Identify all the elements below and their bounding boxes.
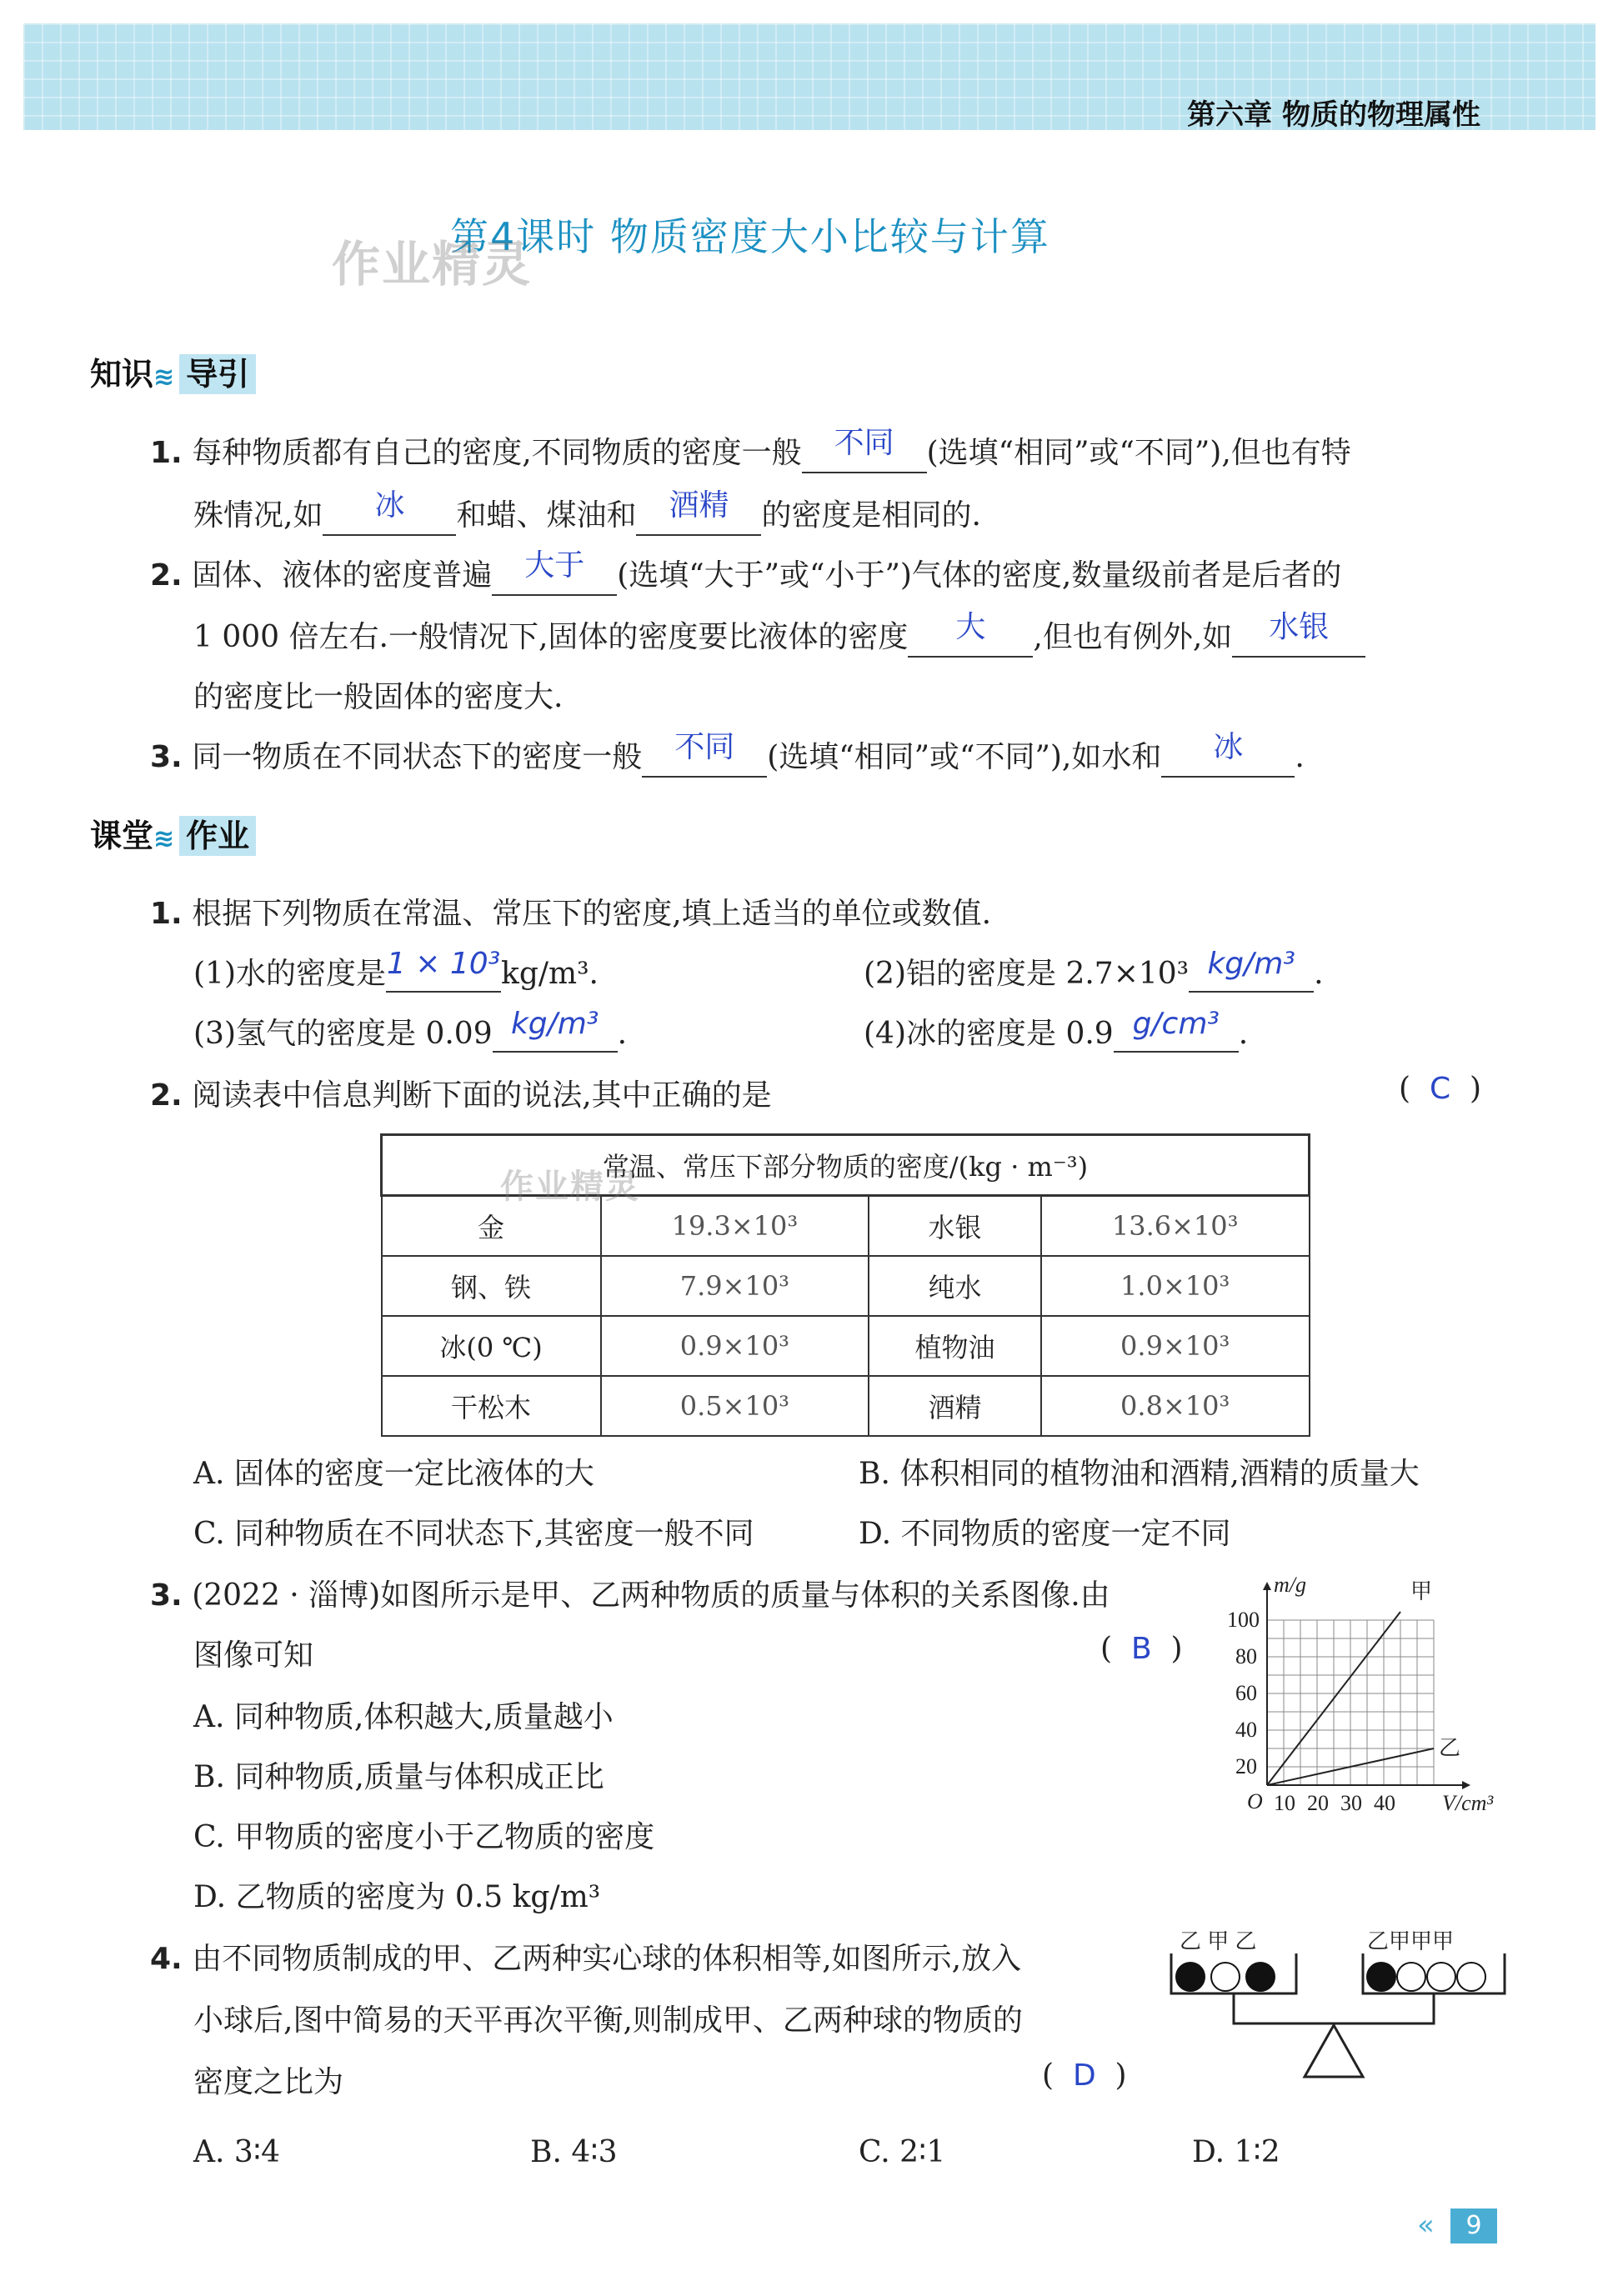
chapter-title: 第六章 物质的物理属性 (1187, 98, 1480, 132)
page-arrows-icon: « (1417, 2208, 1435, 2242)
cw-q2-stem: 2. 阅读表中信息判断下面的说法,其中正确的是 (150, 1078, 772, 1113)
y-tick: 80 (1235, 1644, 1257, 1668)
cw-q2-option-b: B. 体积相同的植物油和酒精,酒精的质量大 (859, 1457, 1420, 1491)
x-tick: 20 (1307, 1791, 1329, 1815)
page-number: 9 (1450, 2208, 1497, 2243)
y-tick: 100 (1227, 1608, 1260, 1632)
cw-q2-answer: ( C ) (1399, 1072, 1482, 1106)
left-ball-labels: 乙 甲 乙 (1180, 1928, 1257, 1953)
blank: 冰 (1161, 733, 1295, 778)
blank: kg/m³ (493, 1017, 618, 1053)
x-tick: 30 (1340, 1791, 1362, 1815)
table-row: 金 19.3×10³ 水银 13.6×10³ (382, 1196, 1310, 1257)
ball-jia (1211, 1963, 1240, 1991)
table-row: 钢、铁 7.9×10³ 纯水 1.0×10³ (382, 1256, 1310, 1316)
x-tick: 40 (1374, 1791, 1395, 1815)
x-axis-label: V/cm³ (1442, 1791, 1494, 1815)
cw-q4-stem1: 4. 由不同物质制成的甲、乙两种实心球的体积相等,如图所示,放入 (150, 1942, 1022, 1976)
blank: 大于 (492, 552, 617, 596)
guide-q3-line1: 3. 同一物质在不同状态下的密度一般 不同 (选填“相同”或“不同”),如水和 冰 . (150, 733, 1305, 778)
fulcrum (1305, 2025, 1363, 2077)
blank: kg/m³ (1189, 957, 1314, 993)
cw-q3-stem2: 图像可知 (193, 1638, 314, 1673)
ball-jia (1427, 1963, 1455, 1991)
y-tick: 60 (1235, 1681, 1257, 1705)
watermark: 作业精灵 (500, 1168, 640, 1206)
cw-q4-stem3: 密度之比为 (193, 2065, 344, 2099)
cw-q3-option-a: A. 同种物质,体积越大,质量越小 (193, 1700, 614, 1734)
series-label-yi: 乙 (1439, 1736, 1461, 1760)
blank: 不同 (642, 733, 767, 778)
table-row: 干松木 0.5×10³ 酒精 0.8×10³ (382, 1376, 1310, 1436)
wave-icon: ≋ (153, 363, 175, 392)
section-guide: 知识≋ 导引 (90, 348, 256, 394)
cw-q3-answer: ( B ) (1100, 1632, 1183, 1666)
cw-q4-option-c: C. 2∶1 (859, 2135, 946, 2169)
guide-q2-line3: 的密度比一般固体的密度大. (193, 680, 564, 714)
cw-q3-option-b: B. 同种物质,质量与体积成正比 (193, 1760, 604, 1794)
cw-q1-stem: 1. 根据下列物质在常温、常压下的密度,填上适当的单位或数值. (150, 897, 992, 931)
mass-volume-graph (1217, 1573, 1517, 1832)
guide-q1-line1: 1. 每种物质都有自己的密度,不同物质的密度一般 不同 (选填“相同”或“不同”),但也有特 (150, 429, 1351, 473)
ball-jia (1457, 1963, 1485, 1991)
blank: g/cm³ (1114, 1017, 1239, 1053)
blank: 不同 (802, 429, 927, 473)
blank: 酒精 (636, 492, 761, 536)
ball-jia (1397, 1963, 1425, 1991)
blank: 大 (908, 613, 1033, 658)
cw-q4-answer: ( D ) (1042, 2058, 1127, 2093)
cw-q2-option-c: C. 同种物质在不同状态下,其密度一般不同 (193, 1517, 754, 1551)
cw-q3-stem1: 3. (2022 · 淄博)如图所示是甲、乙两种物质的质量与体积的关系图像.由 (150, 1578, 1110, 1613)
ball-yi (1176, 1963, 1205, 1991)
lesson-title: 第4课时 物质密度大小比较与计算 (450, 214, 1050, 259)
cw-q3-option-c: C. 甲物质的密度小于乙物质的密度 (193, 1820, 655, 1854)
guide-q2-line2: 1 000 倍左右.一般情况下,固体的密度要比液体的密度 大 ,但也有例外,如 水银 (193, 613, 1365, 658)
series-label-jia: 甲 (1410, 1579, 1433, 1603)
y-tick: 40 (1235, 1718, 1257, 1742)
cw-q2-option-a: A. 固体的密度一定比液体的大 (193, 1457, 594, 1491)
watermark: 作业精灵 (332, 236, 533, 293)
blank: 1 × 10³ (386, 957, 501, 993)
cw-q4-option-b: B. 4∶3 (530, 2135, 618, 2169)
wave-icon: ≋ (153, 824, 175, 853)
cw-q1-p2: (2)铝的密度是 2.7×10³ kg/m³ . (864, 947, 1324, 991)
table-row: 冰(0 ℃) 0.9×10³ 植物油 0.9×10³ (382, 1316, 1310, 1376)
blank: 水银 (1232, 613, 1365, 658)
x-tick: 10 (1274, 1791, 1295, 1815)
guide-q1-line2: 殊情况,如 冰 和蜡、煤油和 酒精 的密度是相同的. (193, 492, 981, 536)
cw-q1-p1: (1)水的密度是1 × 10³kg/m³. (193, 947, 599, 991)
table-caption: 常温、常压下部分物质的密度/(kg · m⁻³) (382, 1135, 1310, 1196)
cw-q4-option-d: D. 1∶2 (1192, 2135, 1280, 2169)
right-ball-labels: 乙甲甲甲 (1367, 1928, 1455, 1953)
balance-diagram (1163, 1925, 1513, 2092)
cw-q1-p3: (3)氢气的密度是 0.09 kg/m³ . (193, 1007, 628, 1051)
y-axis-label: m/g (1274, 1573, 1306, 1597)
origin-label: O (1247, 1789, 1263, 1813)
ball-yi (1367, 1963, 1395, 1991)
section-classwork: 课堂≋ 作业 (90, 810, 256, 856)
y-tick: 20 (1235, 1754, 1257, 1778)
cw-q4-stem2: 小球后,图中简易的天平再次平衡,则制成甲、乙两种球的物质的 (193, 2003, 1023, 2038)
ball-yi (1246, 1963, 1275, 1991)
cw-q3-option-d: D. 乙物质的密度为 0.5 kg/m³ (193, 1880, 601, 1914)
blank: 冰 (323, 492, 456, 536)
cw-q1-p4: (4)冰的密度是 0.9 g/cm³ . (864, 1007, 1249, 1051)
cw-q4-option-a: A. 3∶4 (193, 2135, 281, 2169)
cw-q2-option-d: D. 不同物质的密度一定不同 (859, 1517, 1231, 1551)
guide-q2-line1: 2. 固体、液体的密度普遍 大于 (选填“大于”或“小于”)气体的密度,数量级前者是后者的 (150, 552, 1341, 596)
